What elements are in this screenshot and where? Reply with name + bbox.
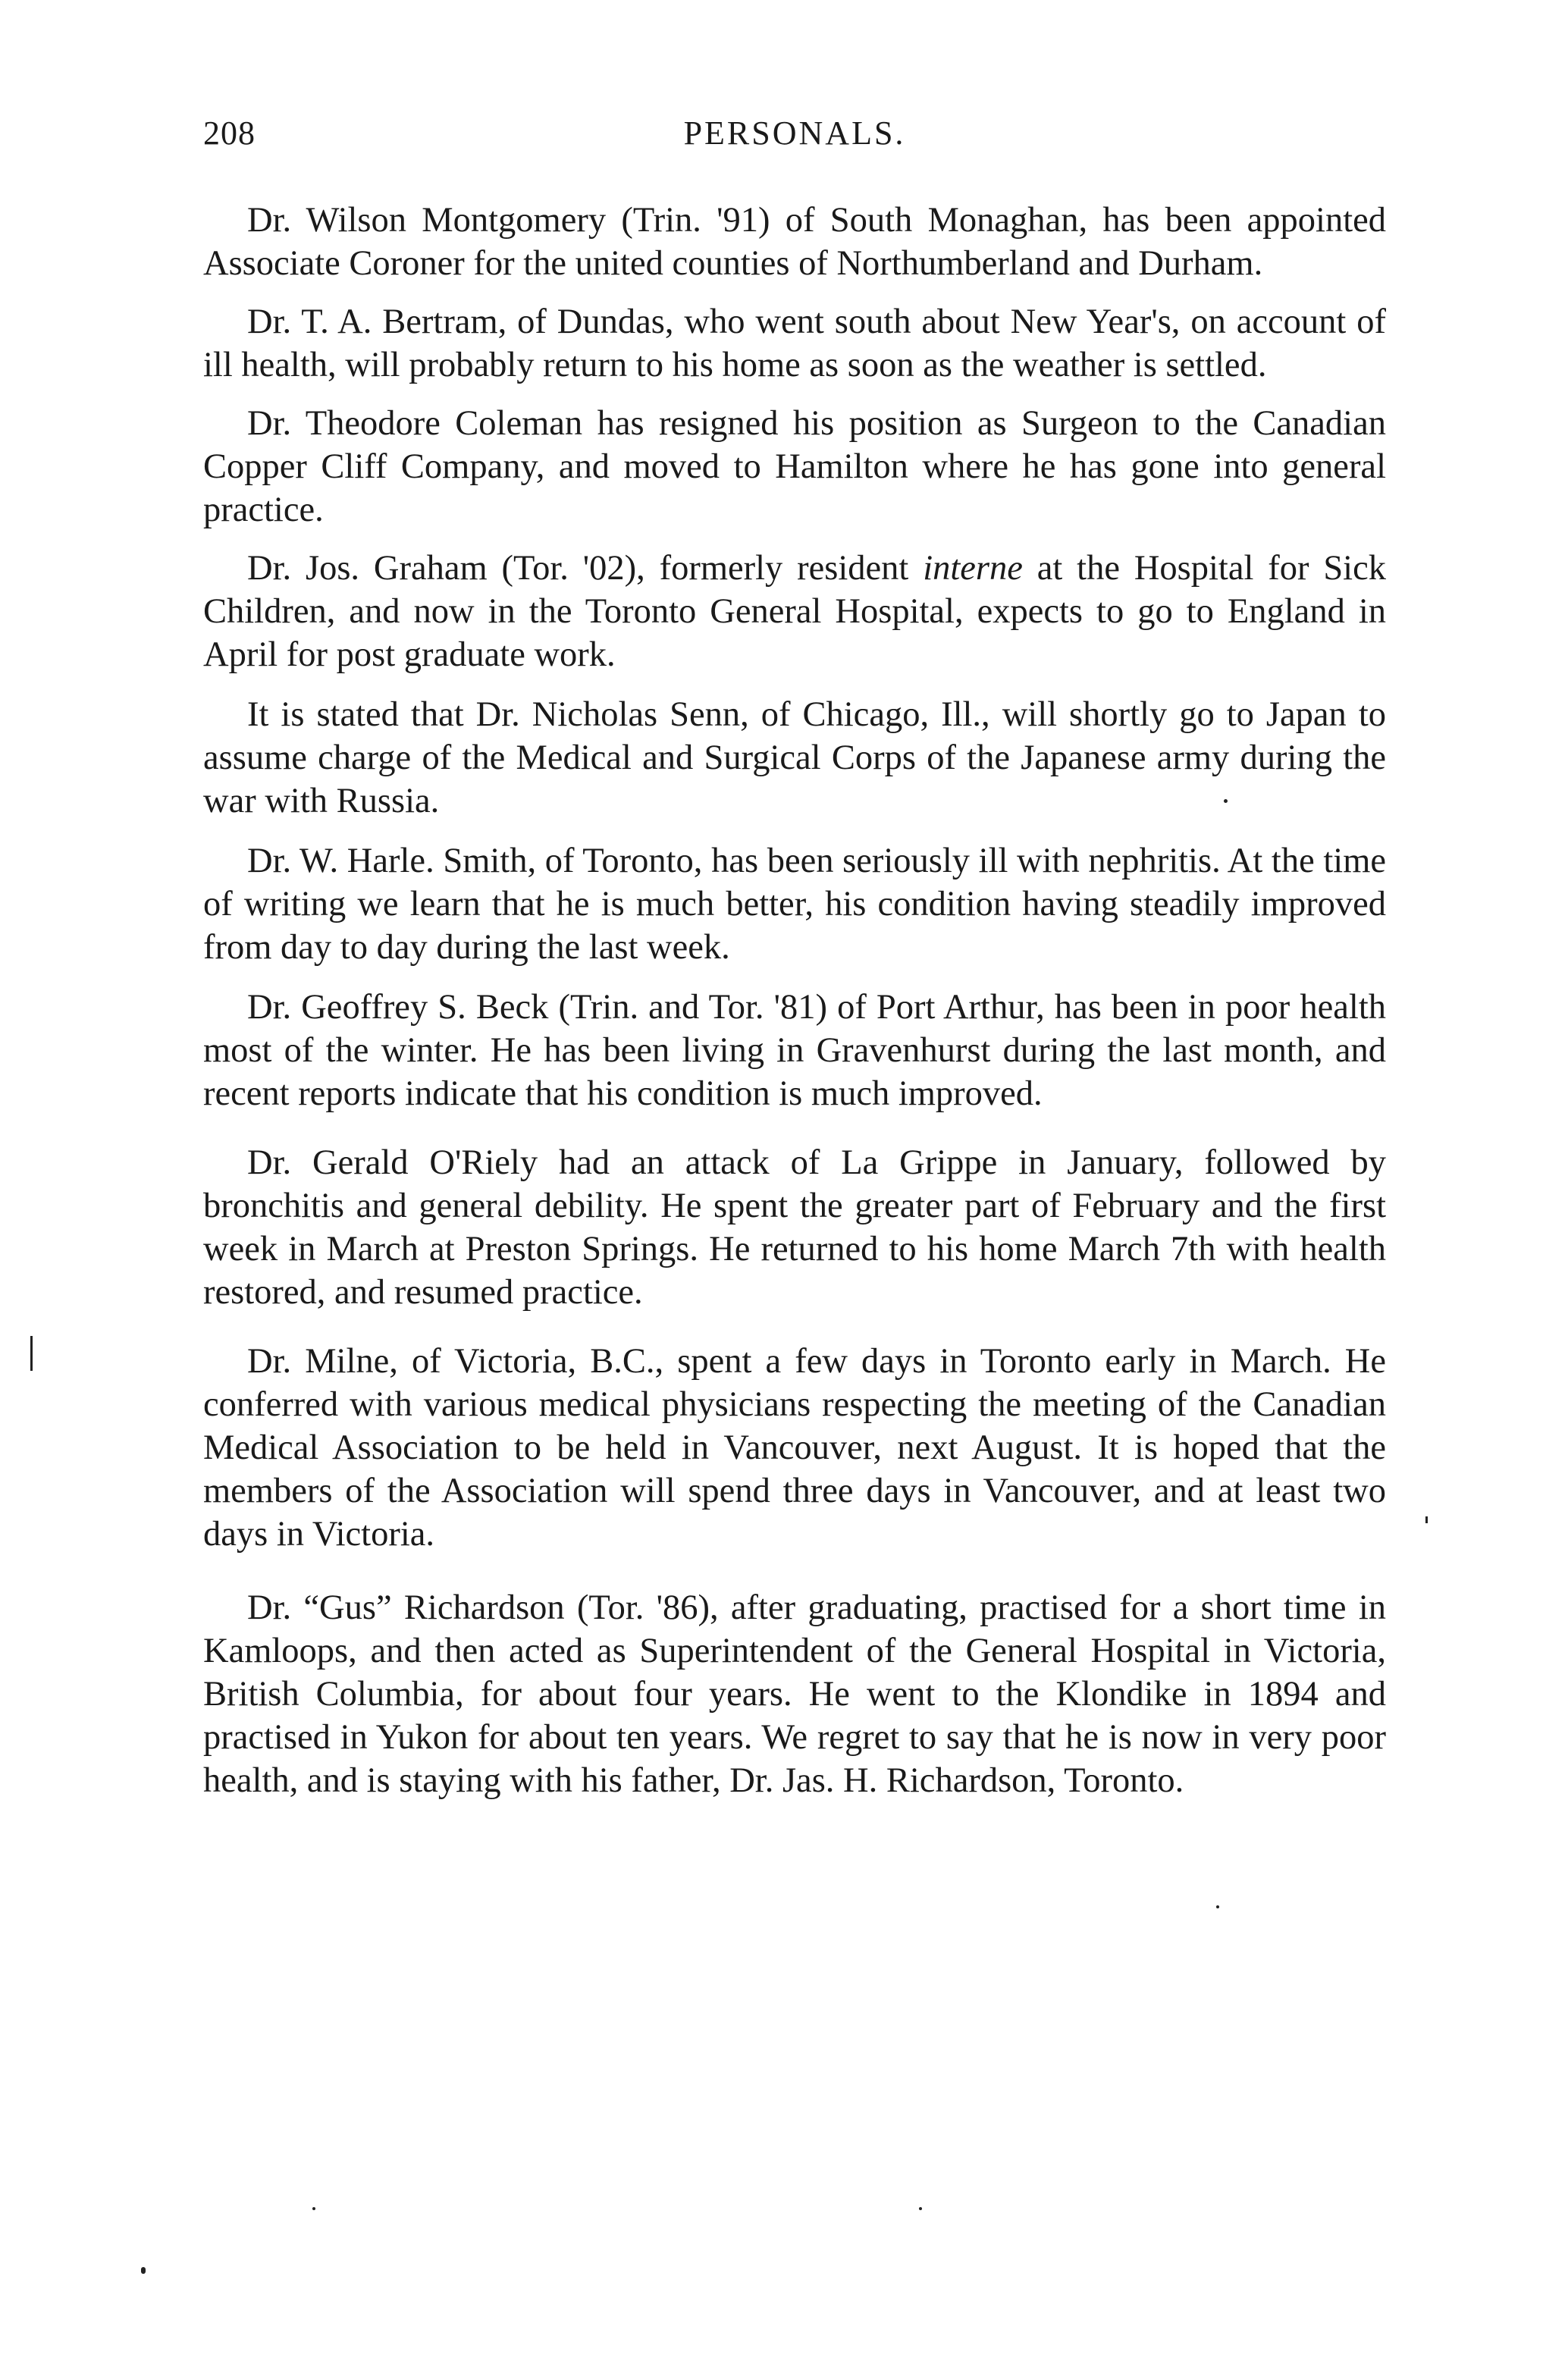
paragraph-coleman (203, 402, 1386, 532)
paragraph-text: Dr. Milne, of Victoria, B.C., spent a few days in Toronto early in March. He conferred with various medical physicians respecting the meeting of the Canadian Medical Association to be held in Vancouver, next August. It is hoped that the members of the Association will spend three days in Vancouver, and at least two days in Victoria. (203, 1342, 1386, 1554)
paragraph-text: Dr. Geoffrey S. Beck (Trin. and Tor. '81) of Port Arthur, has been in poor health most of the winter. He has been living in Gravenhurst during the last month, and recent reports indicate that his condition is much improved. (203, 988, 1386, 1113)
paragraph-italic-term: interne (923, 549, 1023, 588)
page-header (203, 114, 1386, 159)
margin-mark (30, 1336, 33, 1371)
paragraph-smith (203, 839, 1386, 969)
article-body (203, 199, 1386, 1802)
text-speck (1224, 799, 1228, 803)
paragraph-bertram (203, 300, 1386, 387)
paragraph-beck (203, 986, 1386, 1115)
paragraph-graham (203, 547, 1386, 676)
margin-speck (141, 2267, 146, 2274)
running-head: PERSONALS. (683, 114, 906, 152)
paragraph-text: Dr. T. A. Bertram, of Dundas, who went south about New Year's, on account of ill health, will probably return to his home as soon as the weather is settled. (203, 303, 1386, 384)
paragraph-montgomery (203, 199, 1386, 285)
paragraph-senn (203, 693, 1386, 823)
paragraph-milne (203, 1340, 1386, 1556)
paragraph-oriely (203, 1141, 1386, 1314)
paragraph-text: at the Hospital for Sick Children, and now in the Toronto General Hospital, expects to go to England in April for post graduate work. (203, 549, 1386, 674)
text-speck (1216, 1905, 1219, 1908)
paragraph-text: Dr. Wilson Montgomery (Trin. '91) of South Monaghan, has been appointed Associate Coroner for the united counties of Northumberland and Durham. (203, 201, 1386, 283)
paragraph-text: Dr. Theodore Coleman has resigned his position as Surgeon to the Canadian Copper Cliff Company, and moved to Hamilton where he has gone into general practice. (203, 404, 1386, 529)
margin-speck (1425, 1516, 1428, 1523)
paragraph-text: It is stated that Dr. Nicholas Senn, of Chicago, Ill., will shortly go to Japan to assume charge of the Medical and Surgical Corps of the Japanese army during the war with Russia. (203, 695, 1386, 820)
paragraph-richardson (203, 1586, 1386, 1802)
paragraph-text: Dr. “Gus” Richardson (Tor. '86), after graduating, practised for a short time in Kamloops, and then acted as Superintendent of the General Hospital in Victoria, British Columbia, for about four years. He went to the Klondike in 1894 and practised in Yukon for about ten years. We regret to say that he is now in very poor health, and is staying with his father, Dr. Jas. H. Richardson, Toronto. (203, 1588, 1386, 1800)
paragraph-text: Dr. Gerald O'Riely had an attack of La Grippe in January, followed by bronchitis and general debility. He spent the greater part of February and the first week in March at Preston Springs. He returned to his home March 7th with health restored, and resumed practice. (203, 1143, 1386, 1312)
paragraph-text: Dr. Jos. Graham (Tor. '02), formerly resident (247, 549, 924, 588)
paragraph-text: Dr. W. Harle. Smith, of Toronto, has been seriously ill with nephritis. At the time of writing we learn that he is much better, his condition having steadily improved from day to day during the last week. (203, 842, 1386, 967)
page-number: 208 (203, 114, 256, 152)
text-speck (312, 2207, 315, 2210)
text-speck (919, 2207, 922, 2210)
